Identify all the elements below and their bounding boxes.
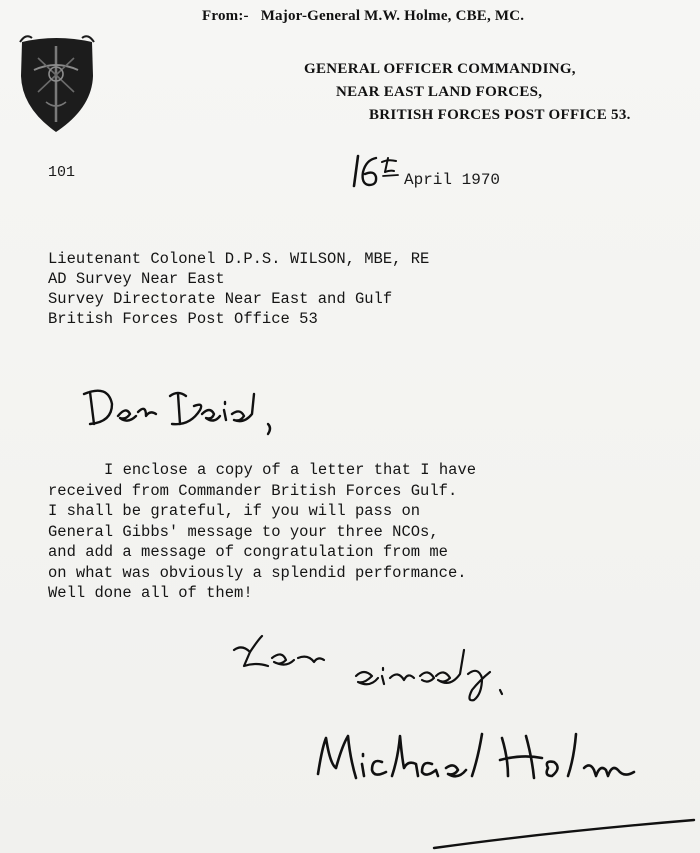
sender-name: Major-General M.W. Holme, CBE, MC. [260, 8, 525, 24]
body-line: General Gibbs' message to your three NCOs, [48, 522, 439, 541]
body-line: I shall be grateful, if you will pass on [48, 502, 421, 520]
date-day-handwritten [352, 152, 402, 192]
command-block [280, 58, 648, 127]
from-line [202, 8, 524, 25]
body-line: received from Commander British Forces Gulf. [48, 481, 458, 500]
address-line: AD Survey Near East [48, 270, 225, 288]
shield-crest-icon [16, 30, 98, 136]
date-month-year: April 1970 [404, 171, 501, 189]
closing-handwritten [228, 632, 528, 706]
body-line: on what was obviously a splendid performance. [48, 563, 467, 582]
recipient-address [48, 249, 429, 329]
salutation-handwritten [82, 380, 282, 440]
command-line: BRITISH FORCES POST OFFICE 53. [369, 107, 631, 123]
command-line: NEAR EAST LAND FORCES, [336, 84, 543, 100]
command-line: GENERAL OFFICER COMMANDING, [304, 61, 576, 77]
reference-number: 101 [48, 164, 76, 181]
body-line: Well done all of them! [48, 584, 253, 602]
address-line: Lieutenant Colonel D.P.S. WILSON, MBE, RE [48, 250, 430, 268]
body-line: and add a message of congratulation from me [48, 543, 448, 561]
address-line: Survey Directorate Near East and Gulf [48, 290, 393, 308]
from-label: From:- [202, 8, 249, 24]
signature-handwritten [312, 728, 642, 798]
body-line: I enclose a copy of a letter that I have [104, 461, 477, 479]
letter-body [48, 460, 608, 604]
address-line: British Forces Post Office 53 [48, 310, 318, 328]
signature-flourish [430, 812, 700, 852]
